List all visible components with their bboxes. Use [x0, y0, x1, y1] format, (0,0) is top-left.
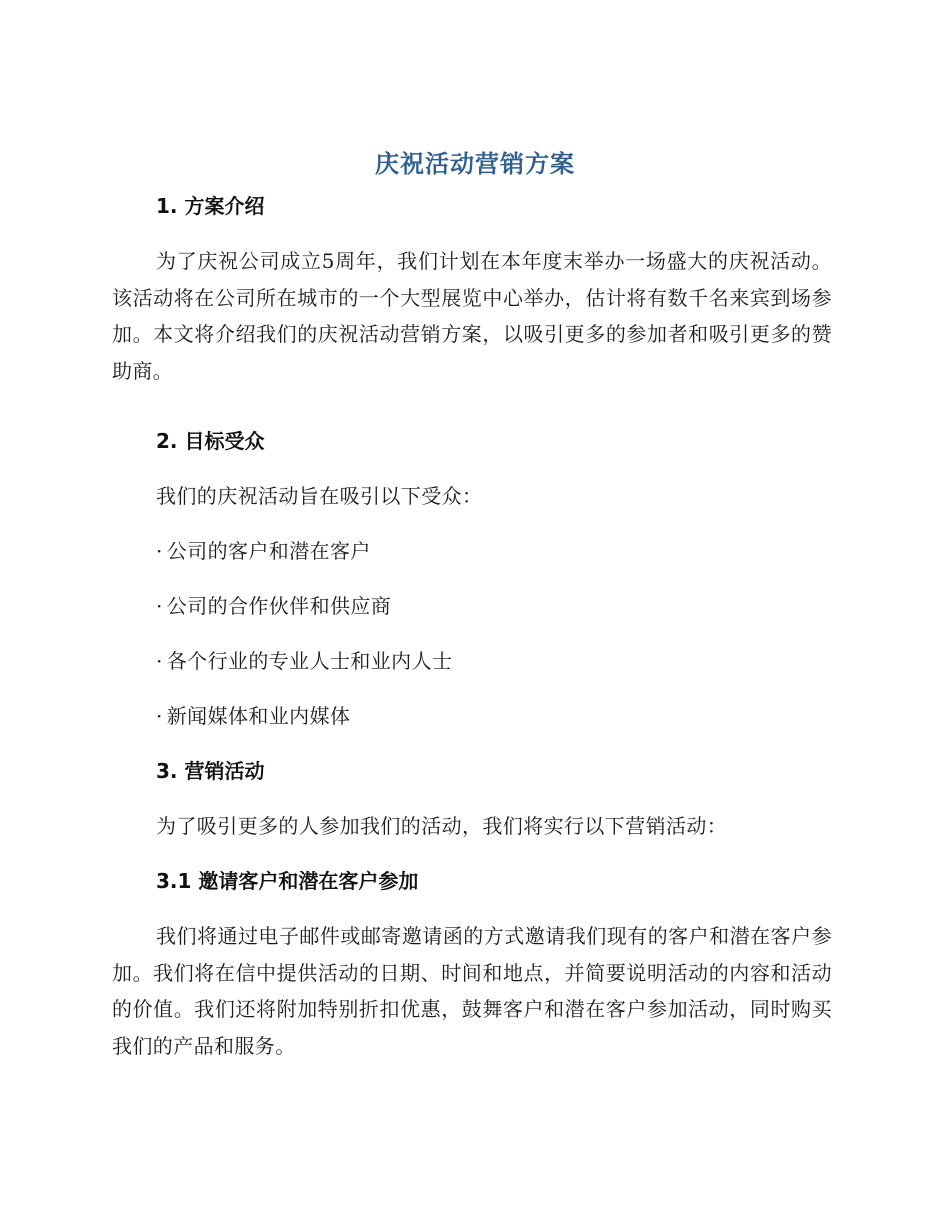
list-item-text: 公司的合作伙伴和供应商 — [166, 594, 392, 618]
list-item-text: 新闻媒体和业内媒体 — [166, 704, 351, 728]
paragraph-intro: 为了庆祝公司成立5周年，我们计划在本年度末举办一场盛大的庆祝活动。该活动将在公司所在城市的一个大型展览中心举办，估计将有数千名来宾到场参加。本文将介绍我们的庆祝活动营销方案，以吸引更多的参加者和吸引更多的赞助商。 — [112, 249, 832, 383]
paragraph-marketing-intro: 为了吸引更多的人参加我们的活动，我们将实行以下营销活动： — [156, 814, 728, 838]
list-item — [156, 591, 391, 621]
list-item — [156, 646, 452, 676]
list-item — [156, 536, 371, 566]
paragraph-audience-intro: 我们的庆祝活动旨在吸引以下受众： — [156, 484, 483, 508]
section-heading-marketing: 3. 营销活动 — [156, 759, 265, 783]
document-title: 庆祝活动营销方案 — [375, 150, 575, 178]
subsection-heading-invite: 3.1 邀请客户和潜在客户参加 — [156, 869, 419, 893]
bullet-symbol: · — [156, 704, 163, 728]
list-item-text: 各个行业的专业人士和业内人士 — [166, 649, 453, 673]
bullet-symbol: · — [156, 594, 163, 618]
list-item-text: 公司的客户和潜在客户 — [166, 539, 371, 563]
bullet-symbol: · — [156, 649, 163, 673]
list-item — [156, 701, 350, 731]
section-heading-intro: 1. 方案介绍 — [156, 194, 265, 218]
paragraph-invite: 我们将通过电子邮件或邮寄邀请函的方式邀请我们现有的客户和潜在客户参加。我们将在信中提供活动的日期、时间和地点，并简要说明活动的内容和活动的价值。我们还将附加特别折扣优惠，鼓舞客户和潜在客户参加活动，同时购买我们的产品和服务。 — [112, 924, 832, 1058]
bullet-symbol: · — [156, 539, 163, 563]
section-heading-audience: 2. 目标受众 — [156, 429, 265, 453]
